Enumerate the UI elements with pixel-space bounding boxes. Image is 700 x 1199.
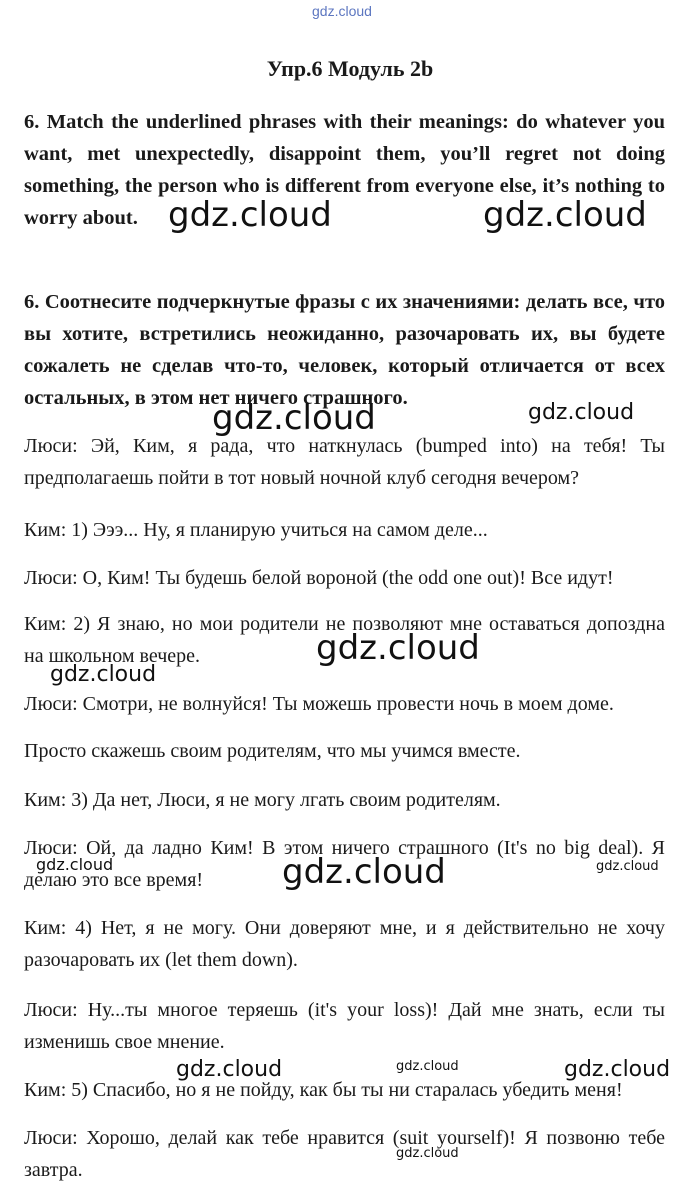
dialogue-line-6: Просто скажешь своим родителям, что мы учимся вместе. <box>24 740 521 762</box>
task-russian: 6. Соотнесите подчеркнутые фразы с их значениями: делать все, что вы хотите, встретились неожиданно, разочаровать их, вы будете сожалеть не сделав что-то, человек, который отличается от всех остальных, в этом нет ничего страшного. <box>24 291 665 409</box>
dialogue-line-9: Ким: 4) Нет, я не могу. Они доверяют мне, и я действительно не хочу разочаровать их (let them down). <box>24 917 665 971</box>
dialogue-line-4: Ким: 2) Я знаю, но мои родители не позволяют мне оставаться допоздна на школьном вечере. <box>24 613 665 667</box>
dialogue-line-10: Люси: Ну...ты многое теряешь (it's your loss)! Дай мне знать, если ты изменишь свое мнение. <box>24 999 665 1053</box>
dialogue-line-1: Люси: Эй, Ким, я рада, что наткнулась (bumped into) на тебя! Ты предполагаешь пойти в тот новый ночной клуб сегодня вечером? <box>24 435 665 489</box>
watermark: gdz.cloud <box>282 852 446 892</box>
page-title: Упр.6 Модуль 2b <box>266 56 434 81</box>
watermark: gdz.cloud <box>176 1057 283 1082</box>
watermark: gdz.cloud <box>168 195 332 235</box>
watermark: gdz.cloud <box>50 662 157 687</box>
watermark: gdz.cloud <box>564 1057 671 1082</box>
watermark: gdz.cloud <box>36 855 114 874</box>
watermark: gdz.cloud <box>483 195 647 235</box>
watermark: gdz.cloud <box>596 859 659 874</box>
dialogue-line-2: Ким: 1) Эээ... Ну, я планирую учиться на самом деле... <box>24 519 488 541</box>
dialogue-line-8: Люси: Ой, да ладно Ким! В этом ничего страшного (It's no big deal). Я делаю это все время! <box>24 837 665 891</box>
dialogue-line-3: Люси: О, Ким! Ты будешь белой вороной (the odd one out)! Все идут! <box>24 567 614 589</box>
dialogue-line-5: Люси: Смотри, не волнуйся! Ты можешь провести ночь в моем доме. <box>24 693 614 715</box>
dialogue-line-7: Ким: 3) Да нет, Люси, я не могу лгать своим родителям. <box>24 789 501 811</box>
watermark: gdz.cloud <box>396 1146 459 1161</box>
watermark: gdz.cloud <box>316 628 480 668</box>
watermark: gdz.cloud <box>528 400 635 425</box>
watermark-top: gdz.cloud <box>312 3 372 19</box>
task-english: 6. Match the underlined phrases with their meanings: do whatever you want, met unexpectedly, disappoint them, you’ll regret not doing something, the person who is different from everyone else, it’s nothing to worry about. <box>24 111 665 229</box>
watermark: gdz.cloud <box>396 1059 459 1074</box>
watermark: gdz.cloud <box>212 398 376 438</box>
dialogue-line-12: Люси: Хорошо, делай как тебе нравится (suit yourself)! Я позвоню тебе завтра. <box>24 1127 665 1181</box>
dialogue-line-11: Ким: 5) Спасибо, но я не пойду, как бы ты ни старалась убедить меня! <box>24 1079 623 1101</box>
